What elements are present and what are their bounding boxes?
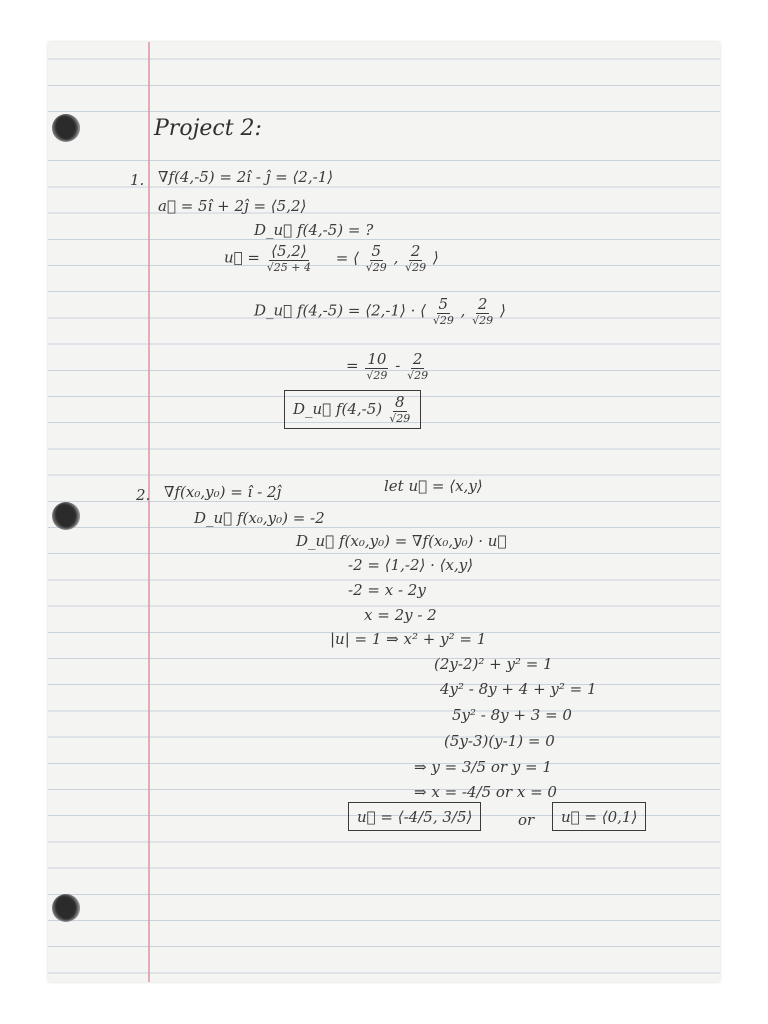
problem-2-line-5: |u| = 1 ⇒ x² + y² = 1 bbox=[330, 630, 487, 648]
answer-fraction: $\frac{8}{√29}$ bbox=[389, 393, 411, 425]
problem-2-line-11: ⇒ x = -4/5 or x = 0 bbox=[414, 783, 557, 801]
problem-2-line-8: 5y² - 8y + 3 = 0 bbox=[452, 706, 572, 724]
answer-2: u⃗ = ⟨0,1⟩ bbox=[561, 808, 638, 826]
problem-2-line-7: 4y² - 8y + 4 + y² = 1 bbox=[440, 680, 597, 698]
problem-1-unit-vector: u⃗ = $\frac{⟨5,2⟩}{√25 + 4}$ = ⟨ $\frac{5}{√29}$ , $\frac{2}{√29}$ ⟩ bbox=[224, 242, 439, 274]
problem-2-line-2: -2 = ⟨1,-2⟩ · ⟨x,y⟩ bbox=[348, 556, 474, 574]
problem-2-line-1: D_u⃗ f(x₀,y₀) = ∇f(x₀,y₀) · u⃗ bbox=[296, 532, 507, 550]
dot-component-2: $\frac{2}{√29}$ bbox=[472, 295, 494, 327]
problem-2-line-6: (2y-2)² + y² = 1 bbox=[434, 655, 553, 673]
problem-1-answer-box bbox=[284, 390, 421, 429]
problem-2-answer-box-1 bbox=[348, 802, 481, 831]
problem-1-dot-product: D_u⃗ f(4,-5) = ⟨2,-1⟩ · ⟨ $\frac{5}{√29}$ , $\frac{2}{√29}$ ⟩ bbox=[254, 295, 506, 327]
problem-2-gradient: ∇f(x₀,y₀) = î - 2ĵ bbox=[164, 483, 282, 501]
unit-vector-denominator: √25 + 4 bbox=[266, 261, 311, 274]
term-2: $\frac{2}{√29}$ bbox=[407, 350, 429, 382]
unit-vector-component-2: $\frac{2}{√29}$ bbox=[405, 242, 427, 274]
binder-hole-middle bbox=[52, 502, 80, 530]
unit-vector-numerator: ⟨5,2⟩ bbox=[271, 242, 307, 260]
problem-2-line-10: ⇒ y = 3/5 or y = 1 bbox=[414, 758, 552, 776]
problem-2-let: let u⃗ = ⟨x,y⟩ bbox=[384, 477, 483, 495]
problem-2-directional: D_u⃗ f(x₀,y₀) = -2 bbox=[194, 509, 325, 527]
notebook-page bbox=[48, 42, 720, 982]
binder-hole-bottom bbox=[52, 894, 80, 922]
problem-1-simplification: = $\frac{10}{√29}$ - $\frac{2}{√29}$ bbox=[346, 350, 429, 382]
problem-2-answer-box-2 bbox=[552, 802, 646, 831]
problem-1-question: D_u⃗ f(4,-5) = ? bbox=[254, 221, 374, 239]
problem-1-vector-a: a⃗ = 5î + 2ĵ = ⟨5,2⟩ bbox=[158, 197, 307, 215]
problem-2-line-3: -2 = x - 2y bbox=[348, 581, 426, 599]
answer-1: u⃗ = ⟨-4/5, 3/5⟩ bbox=[357, 808, 473, 826]
page-title: Project 2: bbox=[154, 116, 262, 141]
problem-2-number: 2. bbox=[136, 486, 151, 504]
dot-component-1: $\frac{5}{√29}$ bbox=[432, 295, 454, 327]
unit-vector-fraction bbox=[267, 244, 311, 273]
problem-1-number: 1. bbox=[130, 171, 145, 189]
unit-vector-eq: = ⟨ bbox=[335, 248, 359, 267]
problem-1-gradient: ∇f(4,-5) = 2î - ĵ = ⟨2,-1⟩ bbox=[158, 168, 334, 186]
problem-2-line-9: (5y-3)(y-1) = 0 bbox=[444, 732, 555, 750]
binder-hole-top bbox=[52, 114, 80, 142]
answer-lhs: D_u⃗ f(4,-5) bbox=[293, 400, 383, 418]
problem-2-line-4: x = 2y - 2 bbox=[364, 606, 437, 624]
answer-or: or bbox=[518, 811, 535, 829]
unit-vector-component-1: $\frac{5}{√29}$ bbox=[365, 242, 387, 274]
unit-vector-lhs: u⃗ = bbox=[224, 248, 260, 267]
margin-line bbox=[148, 42, 150, 982]
term-1: $\frac{10}{√29}$ bbox=[366, 350, 388, 382]
